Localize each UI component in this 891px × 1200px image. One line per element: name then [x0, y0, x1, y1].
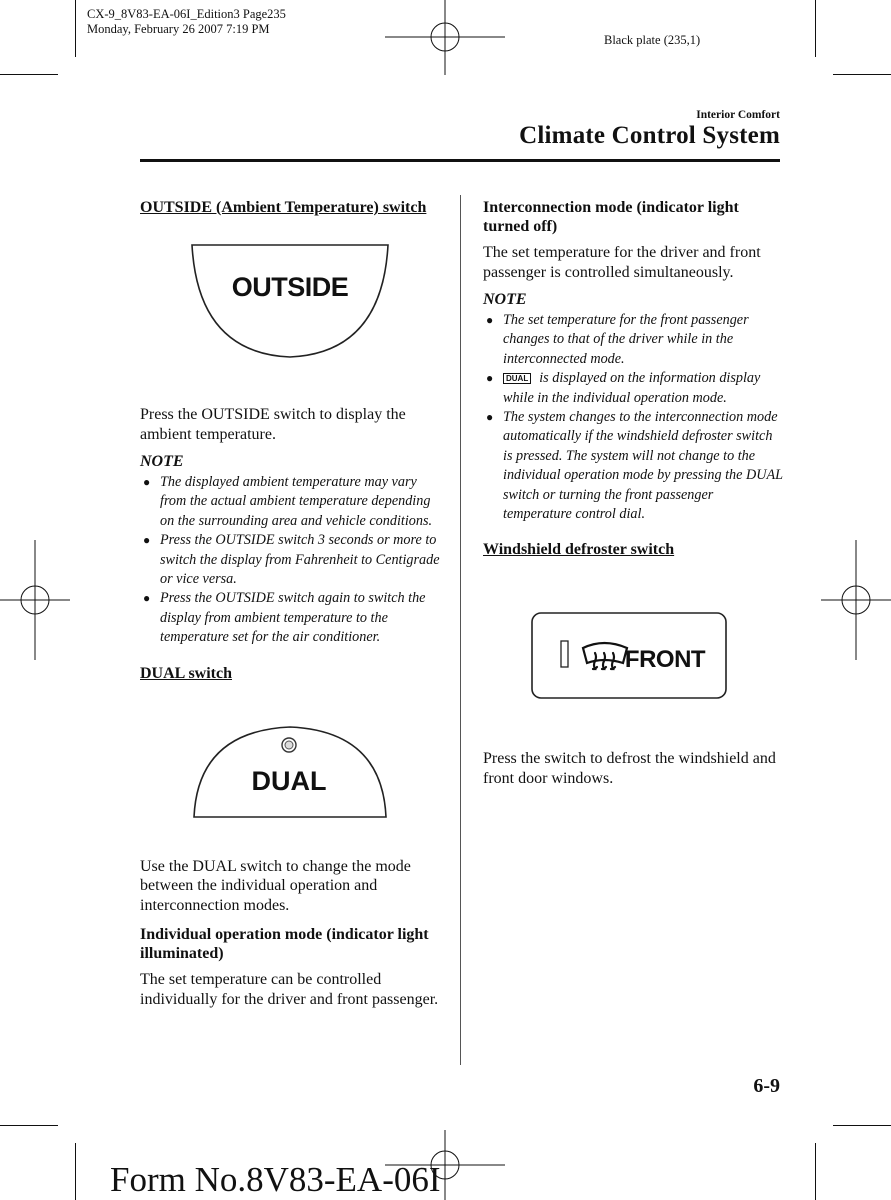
- list-item: ● The set temperature for the front passenger changes to that of the driver while in the interconnected mode.: [486, 312, 749, 367]
- form-number: Form No.8V83-EA-06I: [110, 1160, 441, 1199]
- crop-mark: [833, 74, 891, 75]
- dual-text: Use the DUAL switch to change the mode between the individual operation and interconnection modes.: [140, 857, 411, 914]
- crop-mark: [0, 74, 58, 75]
- note-text: The displayed ambient temperature may vary from the actual ambient temperature depending on the surrounding area and vehicle conditions.: [160, 474, 433, 529]
- crop-mark: [833, 1125, 891, 1126]
- defroster-heading: Windshield defroster switch: [483, 541, 675, 559]
- note-heading: NOTE: [483, 291, 527, 308]
- list-item: ● DUAL is displayed on the information display while in the individual operation mode.: [486, 370, 761, 406]
- individual-mode-text: The set temperature can be controlled individually for the driver and front passenger.: [140, 971, 439, 1008]
- note-text: is displayed on the information display while in the individual operation mode.: [503, 370, 761, 406]
- dual-heading: DUAL switch: [140, 664, 233, 682]
- column-divider: [460, 195, 461, 1065]
- defroster-switch-label: FRONT: [624, 646, 706, 674]
- interconnection-heading: Interconnection mode (indicator light turned off): [483, 199, 739, 235]
- note-text: The set temperature for the front passenger changes to that of the driver while in the interconnected mode.: [503, 312, 749, 367]
- left-column: [140, 198, 440, 1009]
- outside-text: Press the OUTSIDE switch to display the ambient temperature.: [140, 406, 406, 443]
- print-info-line: Monday, February 26 2007 7:19 PM: [87, 22, 270, 36]
- dual-switch-figure: [140, 717, 440, 827]
- note-text: Press the OUTSIDE switch again to switch the display from ambient temperature to the temperature set for the air conditioner.: [160, 590, 426, 646]
- crop-mark: [815, 1143, 816, 1200]
- registration-mark-icon: [821, 540, 891, 660]
- list-item: ● Press the OUTSIDE switch again to switch the display from ambient temperature to the temperature set for the air conditioner.: [143, 590, 426, 646]
- page-title: Climate Control System: [519, 122, 780, 149]
- list-item: ● The system changes to the interconnection mode automatically if the windshield defroster switch is pressed. The system will not change to the individual operation mode by pressing the DUAL switch or turning the front passenger temperature control dial.: [486, 409, 783, 523]
- interconnection-notes: [483, 311, 783, 524]
- right-column: [483, 198, 783, 788]
- crop-mark: [0, 1125, 58, 1126]
- list-item: ● The displayed ambient temperature may vary from the actual ambient temperature depending on the surrounding area and vehicle conditions.: [143, 474, 433, 529]
- print-info-line: CX-9_8V83-EA-06I_Edition3 Page235: [87, 7, 286, 21]
- title-rule: [140, 159, 780, 162]
- defroster-switch-figure: [483, 591, 783, 701]
- defroster-text: Press the switch to defrost the windshield and front door windows.: [483, 750, 776, 787]
- interconnection-text: The set temperature for the driver and front passenger is controlled simultaneously.: [483, 244, 761, 281]
- print-info: [87, 7, 286, 37]
- section-label: Interior Comfort: [696, 109, 780, 121]
- outside-switch-figure: [140, 235, 440, 375]
- outside-notes: [140, 473, 440, 648]
- individual-mode-heading: Individual operation mode (indicator light illuminated): [140, 926, 429, 963]
- list-item: ● Press the OUTSIDE switch 3 seconds or more to switch the display from Fahrenheit to Centigrade or vice versa.: [143, 532, 440, 588]
- registration-mark-icon: [385, 0, 505, 75]
- crop-mark: [75, 0, 76, 57]
- indicator-light-icon: [561, 641, 568, 667]
- page-number: 6-9: [753, 1075, 780, 1097]
- dual-switch-label: DUAL: [251, 765, 327, 796]
- plate-label: Black plate (235,1): [604, 33, 701, 47]
- crop-mark: [75, 1143, 76, 1200]
- registration-mark-icon: [0, 540, 70, 660]
- note-text: Press the OUTSIDE switch 3 seconds or more to switch the display from Fahrenheit to Centigrade or vice versa.: [160, 532, 440, 588]
- crop-mark: [815, 0, 816, 57]
- dual-indicator-icon: DUAL: [503, 373, 531, 384]
- note-heading: NOTE: [140, 453, 184, 470]
- outside-heading: OUTSIDE (Ambient Temperature) switch: [140, 199, 427, 216]
- outside-switch-label: OUTSIDE: [231, 272, 349, 302]
- note-text: The system changes to the interconnection mode automatically if the windshield defroster switch is pressed. The system will not change to the individual operation mode by pressing the DUAL switch or turning the front passenger temperature control dial.: [503, 409, 783, 523]
